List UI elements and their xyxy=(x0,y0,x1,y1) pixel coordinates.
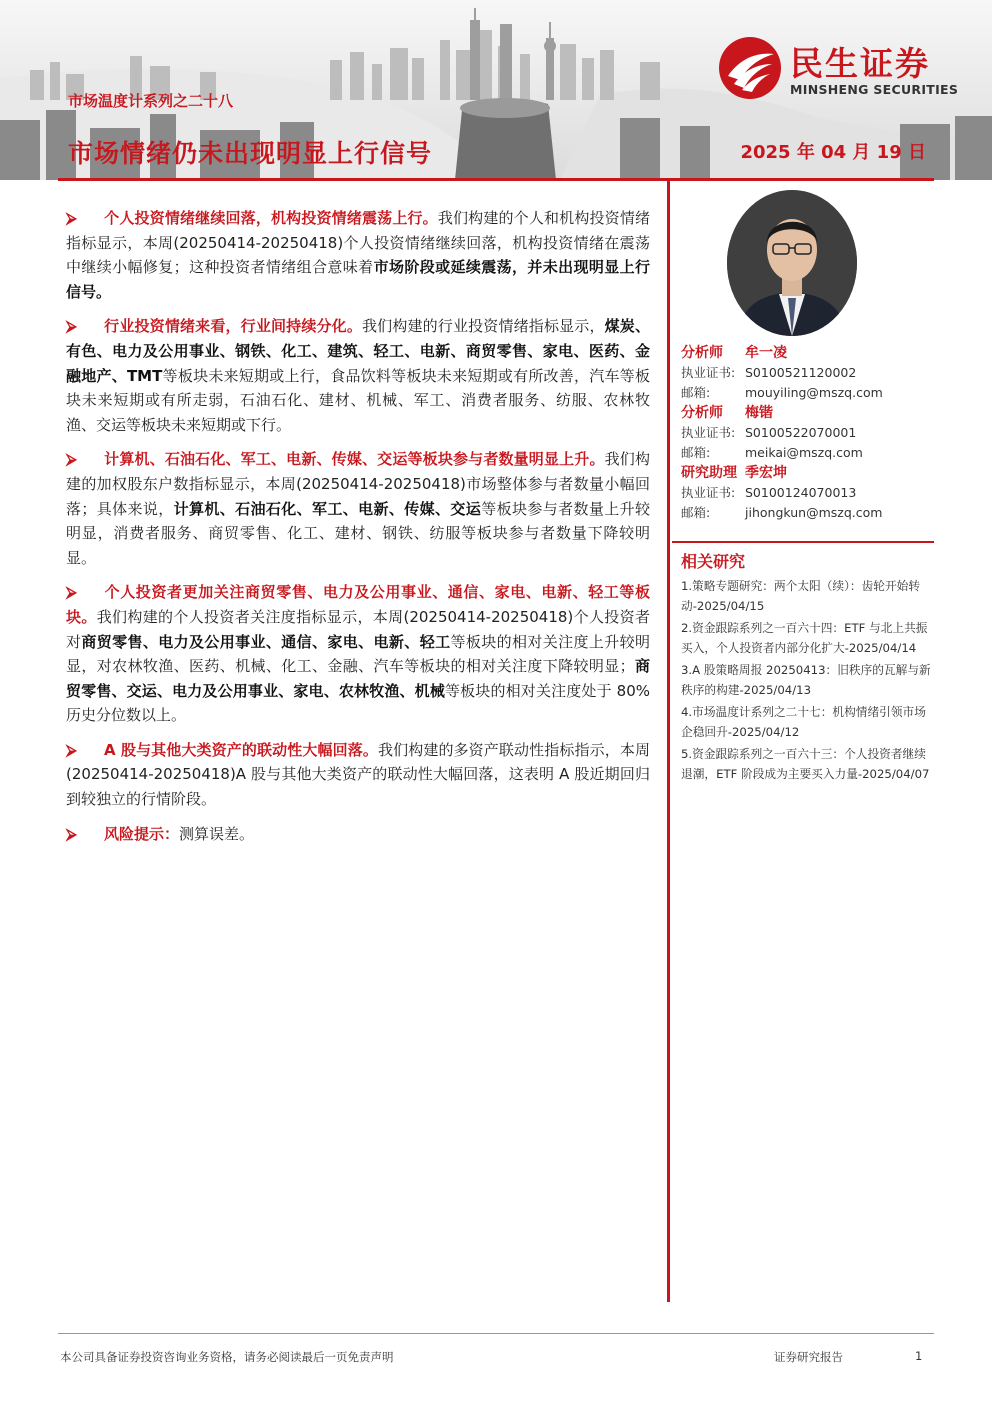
summary-point-3: ⮚ 计算机、石油石化、军工、电新、传媒、交运等板块参与者数量明显上升。我们构建的加权股东户数指标显示，本周(20250414-20250418)市场整体参与者数量小幅回落；具体来说，计算机、石油石化、军工、电新、传媒、交运等板块参与者数量上升较明显，消费者服务、商贸零售、化工、建材、钢铁、纺服等板块参与者数量下降较明显。 xyxy=(66,447,650,570)
footer-divider xyxy=(58,1333,934,1334)
related-item[interactable]: 3.A 股策略周报 20250413：旧秩序的瓦解与新秩序的构建-2025/04/13 xyxy=(681,663,931,697)
company-logo xyxy=(718,36,968,106)
header-banner xyxy=(0,0,992,180)
related-item[interactable]: 4.市场温度计系列之二十七：机构情绪引领市场企稳回升-2025/04/12 xyxy=(681,705,926,739)
analyst-list xyxy=(681,343,934,523)
bullet-arrow-icon: ⮚ xyxy=(66,317,77,336)
page-number: 1 xyxy=(915,1349,923,1363)
footer-disclaimer: 本公司具备证券投资咨询业务资格，请务必阅读最后一页免责声明 xyxy=(60,1350,394,1364)
bullet-arrow-icon: ⮚ xyxy=(66,824,77,843)
related-item[interactable]: 2.资金跟踪系列之一百六十四：ETF 与北上共振买入，个人投资者内部分化扩大-2025/04/14 xyxy=(681,621,928,655)
header-divider xyxy=(58,178,934,181)
related-list xyxy=(681,577,931,787)
bullet-arrow-icon: ⮚ xyxy=(66,209,77,227)
report-title: 市场情绪仍未出现明显上行信号 xyxy=(68,139,433,168)
summary-point-2: ⮚ 行业投资情绪来看，行业间持续分化。我们构建的行业投资情绪指标显示，煤炭、有色、电力及公用事业、钢铁、化工、建筑、轻工、电新、商贸零售、家电、医药、金融地产、TMT等板块未来短期或上行，食品饮料等板块未来短期或有所改善，汽车等板块未来短期或有所走弱，石油石化、建材、机械、军工、消费者服务、纺服、农林牧渔、交运等板块未来短期或下行。 xyxy=(66,314,650,437)
footer-report-type: 证券研究报告 xyxy=(774,1350,843,1364)
analyst-email-row: 邮箱: meikai@mszq.com xyxy=(681,445,863,460)
analyst-photo xyxy=(727,190,857,336)
logo-text-en: MINSHENG SECURITIES xyxy=(790,82,959,97)
summary-point-risk: ⮚ 风险提示：测算误差。 xyxy=(66,822,650,847)
logo-text-cn: 民生证券 xyxy=(790,44,930,83)
analyst-email-link[interactable]: mouyiling@mszq.com xyxy=(745,385,883,400)
report-series: 市场温度计系列之二十八 xyxy=(68,92,234,110)
analyst-name-row: 分析师 梅锴 xyxy=(681,405,773,421)
analyst-cert-row: 执业证书: S0100522070001 xyxy=(681,425,857,440)
analyst-email-row: 邮箱: jihongkun@mszq.com xyxy=(681,505,883,520)
analyst-email-row: 邮箱: mouyiling@mszq.com xyxy=(681,385,883,400)
related-divider xyxy=(672,541,934,543)
summary-point-4: ⮚ 个人投资者更加关注商贸零售、电力及公用事业、通信、家电、电新、轻工等板块。我们构建的个人投资者关注度指标显示，本周(20250414-20250418)个人投资者对商贸零售、电力及公用事业、通信、家电、电新、轻工等板块的相对关注度上升较明显，对农林牧渔、医药、机械、化工、金融、汽车等板块的相对关注度下降较明显；商贸零售、交运、电力及公用事业、家电、农林牧渔、机械等板块的相对关注度处于 80%历史分位数以上。 xyxy=(66,580,650,728)
analyst-portrait-icon xyxy=(727,190,857,336)
analyst-cert-row: 执业证书: S0100124070013 xyxy=(681,485,857,500)
column-divider xyxy=(667,180,670,1302)
analyst-cert-row: 执业证书: S0100521120002 xyxy=(681,365,857,380)
analyst-name-row: 分析师 牟一凌 xyxy=(681,345,787,361)
related-item[interactable]: 5.资金跟踪系列之一百六十三：个人投资者继续退潮，ETF 阶段成为主要买入力量-2025/04/07 xyxy=(681,747,930,781)
bullet-arrow-icon: ⮚ xyxy=(66,740,77,759)
summary-point-5: ⮚ A 股与其他大类资产的联动性大幅回落。我们构建的多资产联动性指标指示，本周(20250414-20250418)A 股与其他大类资产的联动性大幅回落，这表明 A 股近期回归到较独立的行情阶段。 xyxy=(66,738,650,812)
bullet-arrow-icon: ⮚ xyxy=(66,450,77,469)
summary-body xyxy=(66,206,650,856)
related-title: 相关研究 xyxy=(681,552,746,571)
minsheng-logo-icon xyxy=(718,36,782,100)
report-date: 2025 年 04 月 19 日 xyxy=(740,142,926,163)
bullet-arrow-icon: ⮚ xyxy=(66,583,77,602)
analyst-email-link[interactable]: jihongkun@mszq.com xyxy=(745,505,883,520)
summary-point-1: ⮚ 个人投资情绪继续回落，机构投资情绪震荡上行。我们构建的个人和机构投资情绪指标显示，本周(20250414-20250418)个人投资情绪继续回落，机构投资情绪在震荡中继续小幅修复；这种投资者情绪组合意味着市场阶段或延续震荡，并未出现明显上行信号。 xyxy=(66,206,650,304)
analyst-email-link[interactable]: meikai@mszq.com xyxy=(745,445,863,460)
related-item[interactable]: 1.策略专题研究：两个太阳（续）：齿轮开始转动-2025/04/15 xyxy=(681,579,921,613)
analyst-name-row: 研究助理 季宏坤 xyxy=(681,465,787,481)
